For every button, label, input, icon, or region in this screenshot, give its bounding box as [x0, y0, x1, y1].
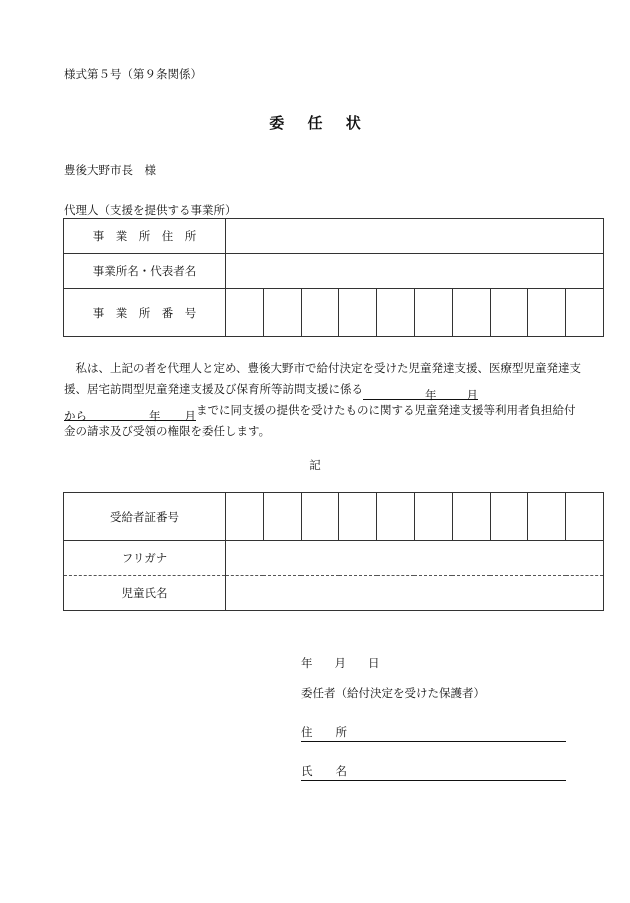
delegation-statement — [64, 358, 584, 442]
title-char: 状 — [345, 114, 361, 132]
year1-blank[interactable] — [363, 385, 425, 400]
delegator-address-label: 住 所 — [301, 725, 347, 739]
statement-part1: 私は、上記の者を代理人と定め、豊後大野市で給付決定を受けた児童発達支援、医療型児童発達支援、居宅訪問型児童発達支援及び保育所等訪問支援に係る — [64, 361, 582, 396]
office-number-box[interactable] — [377, 289, 415, 337]
office-number-box[interactable] — [263, 289, 301, 337]
title-char: 任 — [307, 114, 323, 132]
office-name-label: 事業所名・代表者名 — [64, 254, 226, 289]
month1-blank[interactable] — [437, 385, 467, 400]
year2-blank[interactable] — [87, 406, 149, 421]
furigana-label: フリガナ — [64, 541, 226, 576]
office-address-field[interactable] — [226, 219, 604, 254]
title-char: 委 — [269, 114, 285, 132]
office-number-box[interactable] — [452, 289, 490, 337]
office-number-box[interactable] — [528, 289, 566, 337]
office-number-label: 事 業 所 番 号 — [64, 289, 226, 337]
cert-number-box[interactable] — [339, 493, 377, 541]
cert-number-box[interactable] — [377, 493, 415, 541]
document-title — [0, 112, 630, 133]
form-number: 様式第５号（第９条関係） — [64, 67, 202, 81]
date-month: 月 — [334, 656, 346, 670]
ki-heading: 記 — [309, 458, 321, 472]
cert-number-box[interactable] — [528, 493, 566, 541]
date-year: 年 — [301, 656, 313, 670]
office-number-box[interactable] — [566, 289, 604, 337]
office-number-box[interactable] — [339, 289, 377, 337]
from-text: から — [64, 406, 87, 421]
cert-number-box[interactable] — [226, 493, 264, 541]
date-day: 日 — [368, 656, 380, 670]
cert-number-box[interactable] — [263, 493, 301, 541]
agent-label: 代理人（支援を提供する事業所） — [64, 203, 237, 217]
cert-number-box[interactable] — [414, 493, 452, 541]
year2-unit: 年 — [149, 406, 161, 421]
addressee: 豊後大野市長 様 — [64, 163, 156, 177]
cert-number-box[interactable] — [452, 493, 490, 541]
child-name-field[interactable] — [226, 576, 604, 611]
office-address-label: 事 業 所 住 所 — [64, 219, 226, 254]
furigana-field[interactable] — [226, 541, 604, 576]
cert-number-label: 受給者証番号 — [64, 493, 226, 541]
office-number-box[interactable] — [226, 289, 264, 337]
child-name-label: 児童氏名 — [64, 576, 226, 611]
delegator-name-label: 氏 名 — [301, 764, 347, 778]
month2-unit: 月 — [185, 406, 197, 421]
delegator-label: 委任者（給付決定を受けた保護者） — [301, 686, 485, 700]
cert-number-box[interactable] — [566, 493, 604, 541]
cert-number-box[interactable] — [490, 493, 528, 541]
year1-unit: 年 — [425, 385, 437, 400]
recipient-table — [63, 492, 604, 611]
office-number-box[interactable] — [414, 289, 452, 337]
statement-part2: までに同支援の提供を受けたものに関する児童発達支援等利用者負担給付金の請求及び受領の権限を委任します。 — [64, 403, 576, 438]
office-number-box[interactable] — [301, 289, 339, 337]
delegator-name-field[interactable] — [301, 763, 566, 781]
office-name-field[interactable] — [226, 254, 604, 289]
delegator-address-field[interactable] — [301, 724, 566, 742]
cert-number-box[interactable] — [301, 493, 339, 541]
date-line — [301, 655, 402, 671]
agent-table — [63, 218, 604, 337]
month1-unit: 月 — [467, 385, 479, 400]
month2-blank[interactable] — [161, 406, 185, 421]
office-number-box[interactable] — [490, 289, 528, 337]
